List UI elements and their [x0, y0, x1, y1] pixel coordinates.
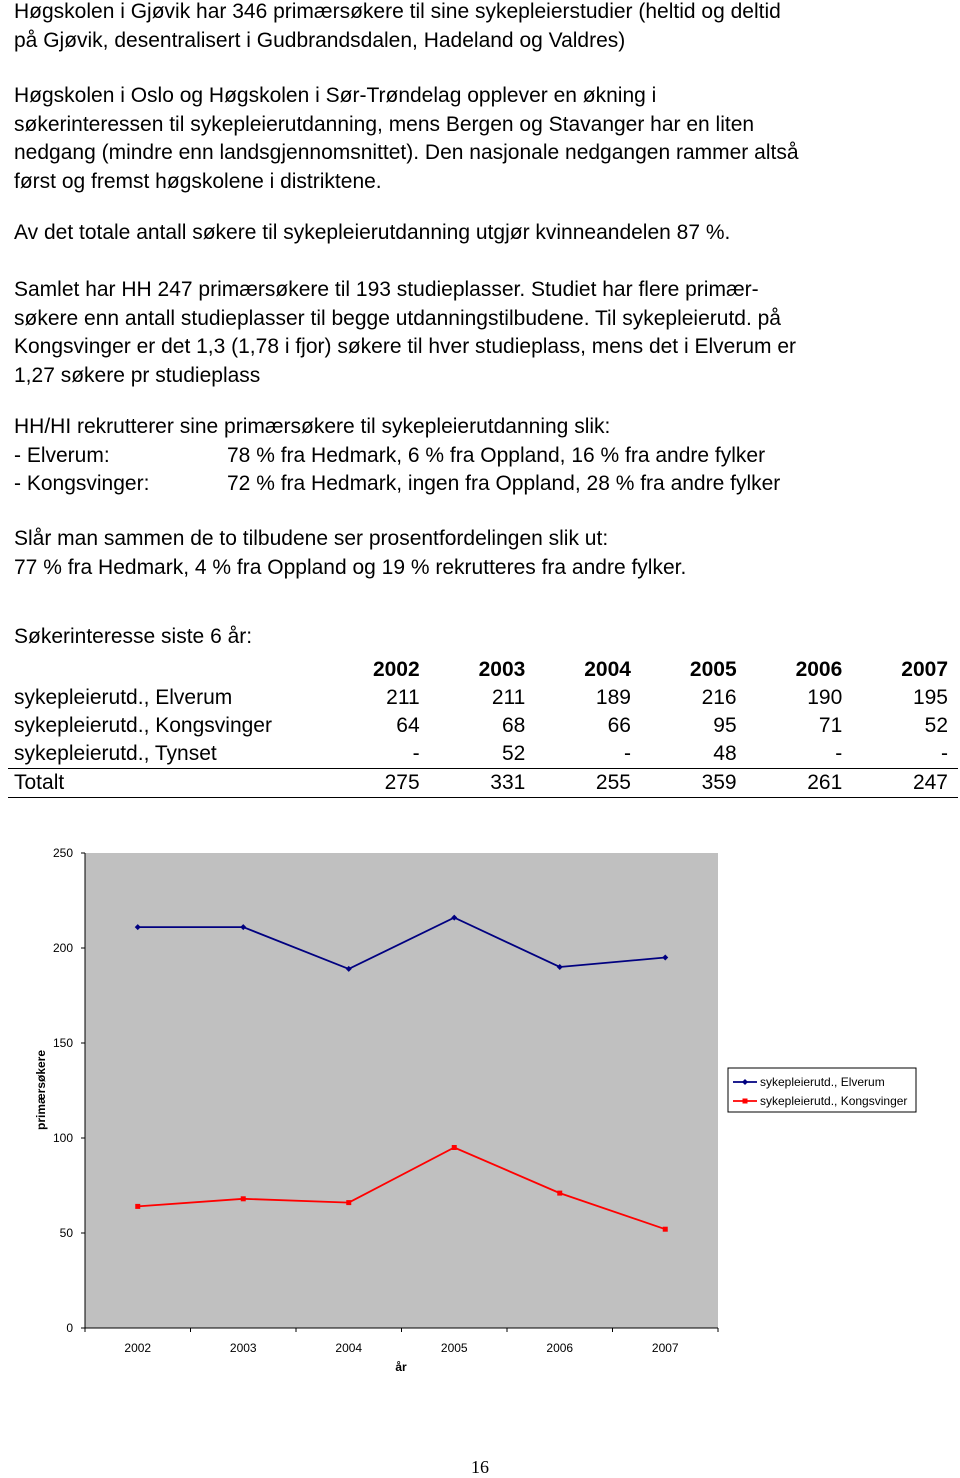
- y-tick-label: 250: [52, 846, 73, 860]
- paragraph-hh-totals: [14, 276, 949, 390]
- table-cell: 275: [324, 769, 430, 798]
- data-point: [557, 1191, 562, 1196]
- text-line: på Gjøvik, desentralisert i Gudbrandsdalen, Hadeland og Valdres): [14, 28, 626, 52]
- chart-legend: [728, 1068, 916, 1112]
- x-tick-label: 2004: [335, 1341, 363, 1355]
- y-ticks: [53, 846, 85, 1335]
- text-line: nedgang (mindre enn landsgjennomsnittet). Den nasjonale nedgangen rammer altså: [14, 141, 799, 164]
- data-point: [346, 1200, 351, 1205]
- table-cell: 52: [924, 714, 948, 737]
- table-cell: 247: [852, 769, 958, 798]
- year-header: 2005: [689, 658, 737, 681]
- table-cell: -: [535, 740, 641, 769]
- table-cell: 216: [701, 686, 737, 709]
- text-line: først og fremst høgskolene i distriktene.: [14, 169, 382, 193]
- text-line: HH/HI rekrutterer sine primærsøkere til sykepleierutdanning slik:: [14, 415, 611, 438]
- x-ticks: [85, 1328, 718, 1355]
- y-tick-label: 0: [66, 1321, 73, 1335]
- table-cell: 331: [430, 769, 536, 798]
- x-tick-label: 2003: [229, 1341, 257, 1355]
- table-cell: -: [852, 740, 958, 769]
- text-line: søkerinteressen til sykepleierutdanning, mens Bergen og Stavanger har en liten: [14, 112, 755, 136]
- x-axis-label: år: [395, 1360, 407, 1374]
- recruitment-text: 72 % fra Hedmark, ingen fra Oppland, 28 % fra andre fylker: [227, 472, 781, 495]
- table-cell: 71: [818, 714, 843, 737]
- paragraph-trends: [14, 82, 949, 196]
- year-header: 2003: [478, 658, 526, 681]
- plot-area: [85, 853, 718, 1328]
- y-tick-label: 50: [59, 1226, 73, 1240]
- text-line: Kongsvinger er det 1,3 (1,78 i fjor) søkere til hver studieplass, mens det i Elverum er: [14, 335, 797, 358]
- text-line: Søkerinteresse siste 6 år:: [14, 625, 253, 648]
- text-line: søkere enn antall studieplasser til begge utdanningstilbudene. Til sykepleierutd. på: [14, 306, 781, 330]
- paragraph-hig: [14, 0, 949, 55]
- recruitment-text: 78 % fra Hedmark, 6 % fra Oppland, 16 % fra andre fylker: [227, 443, 766, 467]
- paragraph-recruitment: [14, 413, 949, 499]
- table-heading: [14, 623, 949, 652]
- year-header: 2004: [584, 658, 631, 681]
- year-header: 2006: [795, 658, 843, 681]
- page-number: 16: [471, 1457, 489, 1477]
- data-point: [241, 1196, 246, 1201]
- data-point: [452, 1145, 457, 1150]
- data-point: [135, 1204, 140, 1209]
- row-label: Totalt: [8, 769, 324, 798]
- y-tick-label: 200: [52, 941, 73, 955]
- row-label: sykepleierutd., Elverum: [14, 686, 233, 709]
- table-cell: 52: [430, 740, 536, 769]
- table-cell: 359: [641, 769, 747, 798]
- text-line: Høgskolen i Gjøvik har 346 primærsøkere til sine sykepleierstudier (heltid og deltid: [14, 0, 781, 23]
- recruitment-label: - Elverum:: [14, 443, 110, 467]
- y-tick-label: 150: [52, 1036, 73, 1050]
- y-tick-label: 100: [52, 1131, 73, 1145]
- table-cell: 189: [595, 686, 631, 709]
- table-cell: 68: [501, 714, 526, 737]
- y-axis-label: primærsøkere: [34, 1049, 48, 1131]
- table-cell: 195: [912, 686, 948, 709]
- table-row: [8, 740, 958, 769]
- legend-label: sykepleierutd., Elverum: [760, 1075, 885, 1089]
- table-cell: 261: [747, 769, 853, 798]
- paragraph-gender: [14, 219, 949, 248]
- data-point: [663, 1227, 668, 1232]
- text-line: Slår man sammen de to tilbudene ser prosentfordelingen slik ut:: [14, 527, 609, 550]
- text-line: 1,27 søkere pr studieplass: [14, 363, 261, 387]
- table-cell: 255: [535, 769, 641, 798]
- x-tick-label: 2005: [440, 1341, 468, 1355]
- table-cell: 48: [641, 740, 747, 769]
- table-total-row: [8, 769, 958, 798]
- table-header-row: [8, 656, 958, 684]
- table-corner: [8, 656, 324, 684]
- text-line: Av det totale antall søkere til sykepleierutdanning utgjør kvinneandelen 87 %.: [14, 221, 731, 244]
- table-cell: 211: [491, 686, 526, 709]
- table-cell: 190: [807, 686, 843, 709]
- x-tick-label: 2002: [124, 1341, 152, 1355]
- table-row: [8, 712, 958, 740]
- row-label: sykepleierutd., Tynset: [8, 740, 324, 769]
- table-cell: 211: [386, 686, 420, 709]
- table-row: [8, 684, 958, 712]
- x-tick-label: 2006: [546, 1341, 574, 1355]
- row-label: sykepleierutd., Kongsvinger: [14, 714, 272, 737]
- table-cell: 66: [607, 714, 631, 737]
- recruitment-label: - Kongsvinger:: [14, 472, 150, 495]
- paragraph-combined: [14, 525, 949, 582]
- table-cell: 64: [396, 714, 420, 737]
- table-cell: 95: [713, 714, 737, 737]
- text-line: 77 % fra Hedmark, 4 % fra Oppland og 19 % rekrutteres fra andre fylker.: [14, 555, 687, 579]
- line-chart: [0, 830, 960, 1390]
- x-tick-label: 2007: [651, 1341, 679, 1355]
- table-cell: -: [324, 740, 430, 769]
- year-header: 2007: [901, 658, 948, 681]
- legend-label: sykepleierutd., Kongsvinger: [760, 1094, 908, 1108]
- table-cell: -: [747, 740, 853, 769]
- recruitment-row: [14, 470, 949, 499]
- recruitment-row: [14, 442, 949, 471]
- text-line: Høgskolen i Oslo og Høgskolen i Sør-Trøndelag opplever en økning i: [14, 84, 657, 107]
- applicant-table: [8, 656, 958, 798]
- text-line: Samlet har HH 247 primærsøkere til 193 studieplasser. Studiet har flere primær-: [14, 278, 759, 301]
- year-header: 2002: [372, 658, 420, 681]
- legend-marker: [743, 1099, 748, 1104]
